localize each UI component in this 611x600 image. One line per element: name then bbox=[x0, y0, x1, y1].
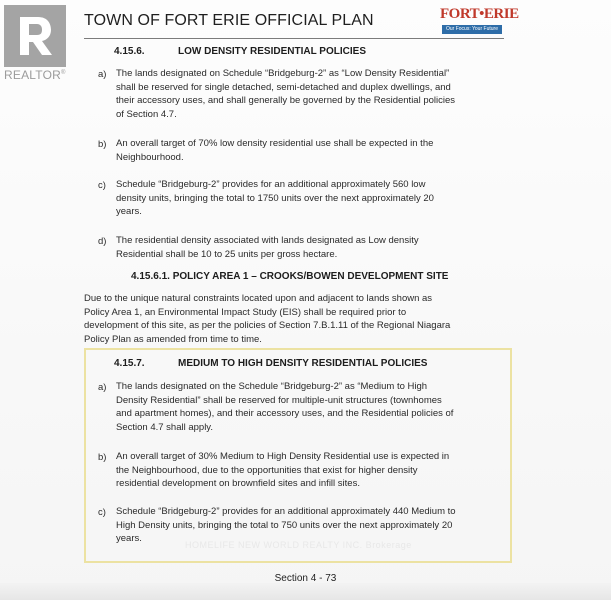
item-label: a) bbox=[98, 69, 107, 80]
realtor-wordmark: REALTOR® bbox=[4, 68, 66, 82]
brokerage-watermark: HOMELIFE NEW WORLD REALTY INC. Brokerage bbox=[185, 540, 412, 550]
document-title: TOWN OF FORT ERIE OFFICIAL PLAN bbox=[84, 12, 374, 29]
fort-erie-logo-tagline: Our Focus: Your Future bbox=[442, 25, 502, 34]
section-heading-low-density: LOW DENSITY RESIDENTIAL POLICIES bbox=[178, 46, 366, 57]
list-item-text: Schedule “Bridgeburg-2” provides for an additional approximately 560 low density units, bringing the total to 1750 units over the next approximately 20 years. bbox=[116, 179, 434, 218]
policy-area-heading: 4.15.6.1. POLICY AREA 1 – CROOKS/BOWEN DEVELOPMENT SITE bbox=[131, 271, 449, 282]
fort-erie-logo-word: FORT•ERIE bbox=[440, 6, 519, 22]
list-item-text: The residential density associated with lands designated as Low density Residential shall be 10 to 25 units per gross hectare. bbox=[116, 235, 419, 260]
item-label: b) bbox=[98, 139, 107, 150]
list-item-text: Schedule “Bridgeburg-2” provides for an additional approximately 440 Medium to High Density units, bringing the total to 750 units over the next approximately 20 years. bbox=[116, 506, 456, 545]
item-label: c) bbox=[98, 507, 106, 518]
section-number-4-15-7: 4.15.7. bbox=[114, 358, 145, 369]
list-item-text: An overall target of 30% Medium to High Density Residential use is expected in the Neighbourhood, due to the opportunities that exist for higher density residential development on brownfield sites and infill sites. bbox=[116, 451, 450, 490]
item-label: c) bbox=[98, 180, 106, 191]
list-item-text: The lands designated on Schedule “Bridgeburg-2” as “Low Density Residential” shall be reserved for single detached, semi-detached and duplex dwellings, and their accessory uses, and shall generally be governed by the Residential policies of Section 4.7. bbox=[116, 68, 456, 120]
list-item-text: The lands designated on the Schedule “Bridgeburg-2” as “Medium to High Density Residential” shall be reserved for multiple-unit structures (townhomes and apartment homes), and their accessory uses, and the Residential policies of Section 4.7 shall apply. bbox=[116, 381, 454, 433]
item-label: b) bbox=[98, 452, 107, 463]
item-label: d) bbox=[98, 236, 107, 247]
realtor-logo-icon bbox=[4, 5, 66, 67]
list-item-text: An overall target of 70% low density residential use shall be expected in the Neighbourhood. bbox=[116, 138, 434, 163]
policy-area-text: Due to the unique natural constraints located upon and adjacent to lands shown as Policy Area 1, an Environmental Impact Study (EIS) shall be required prior to development of this site, as per the policies of Section 7.B.1.11 of the Regional Niagara Policy Plan as amended from time to time. bbox=[84, 293, 451, 345]
fort-erie-logo bbox=[440, 6, 519, 36]
section-number-4-15-6: 4.15.6. bbox=[114, 46, 145, 57]
item-label: a) bbox=[98, 382, 107, 393]
section-heading-medium-high-density: MEDIUM TO HIGH DENSITY RESIDENTIAL POLICIES bbox=[178, 358, 428, 369]
page-bottom-edge bbox=[0, 583, 611, 600]
page-footer: Section 4 - 73 bbox=[274, 573, 337, 584]
header-rule bbox=[84, 38, 504, 39]
